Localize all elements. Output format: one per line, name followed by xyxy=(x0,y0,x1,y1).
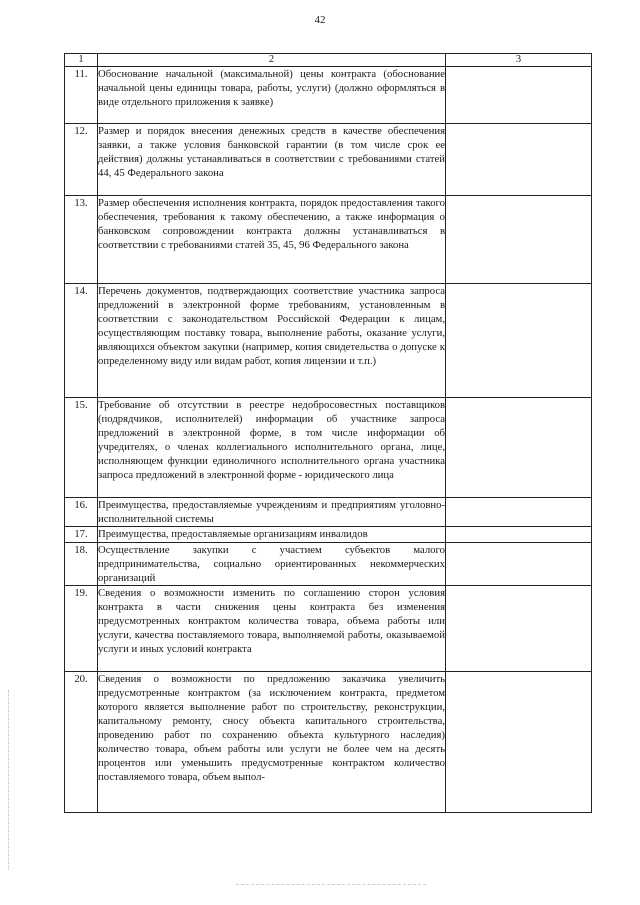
row-description xyxy=(98,67,446,124)
table-row xyxy=(65,124,592,196)
row-description-text: Преимущества, предоставляемые организациям инвалидов xyxy=(98,528,368,540)
row-number: 20. xyxy=(65,672,98,813)
row-value xyxy=(446,124,592,196)
row-description xyxy=(98,527,446,543)
row-number: 11. xyxy=(65,67,98,124)
row-description xyxy=(98,586,446,672)
row-description xyxy=(98,398,446,498)
row-description xyxy=(98,672,446,813)
table-row xyxy=(65,527,592,543)
row-description-text: Обоснование начальной (максимальной) цены контракта (обоснование начальной цены единицы товара, работы, услуги) (должно оформляться в виде отдельного приложения к заявке) xyxy=(98,68,445,108)
table-row xyxy=(65,67,592,124)
page-number: 42 xyxy=(314,14,326,26)
table-row xyxy=(65,543,592,586)
row-number: 13. xyxy=(65,196,98,284)
table-row xyxy=(65,672,592,813)
row-description xyxy=(98,196,446,284)
row-number: 15. xyxy=(65,398,98,498)
table-row xyxy=(65,196,592,284)
header-col-2: 2 xyxy=(98,54,446,67)
row-description-text: Перечень документов, подтверждающих соответствие участника запроса предложений в электронной форме требованиям, установленным в соответствии с законодательством Российской Федерации к лицам, осуществляющим поставку товара, выполнение работы, оказание услуги, являющихся объектом закупки (например, копия свидетельства о допуске к определенному виду или видам работ, копия лицензии и т.п.) xyxy=(98,285,445,367)
scan-margin-mark xyxy=(8,690,10,870)
header-col-3: 3 xyxy=(446,54,592,67)
scan-bottom-line xyxy=(236,884,426,885)
row-description xyxy=(98,124,446,196)
row-description-text: Размер и порядок внесения денежных средств в качестве обеспечения заявки, а также условия банковской гарантии (в том числе срок ее действия) должны устанавливаться в соответствии с требованиями статей 44, 45 Федерального закона xyxy=(98,125,445,179)
row-description xyxy=(98,284,446,398)
table-row xyxy=(65,498,592,527)
row-description-text: Размер обеспечения исполнения контракта, порядок предоставления такого обеспечения, требования к такому обеспечению, а также информация о банковском сопровождении контракта должны устанавливаться в соответствии с требованиями статей 35, 45, 96 Федерального закона xyxy=(98,197,445,251)
row-number: 17. xyxy=(65,527,98,543)
row-value xyxy=(446,672,592,813)
row-number: 14. xyxy=(65,284,98,398)
row-description-text: Преимущества, предоставляемые учреждениям и предприятиям уголовно-исполнительной системы xyxy=(98,499,445,525)
table-row xyxy=(65,586,592,672)
row-value xyxy=(446,284,592,398)
table-header-row xyxy=(65,54,592,67)
row-description-text: Сведения о возможности по предложению заказчика увеличить предусмотренные контрактом (за исключением контракта, предметом которого является выполнение работ по строительству, реконструкции, капитальному ремонту, сносу объекта капитального строительства, проведению работ по сохранению объекта культурного наследия) количество товара, объем работы или услуги не более чем на десять процентов или уменьшить предусмотренные контрактом количество поставляемого товара, объем выпол- xyxy=(98,673,445,783)
requirements-table xyxy=(64,53,592,813)
row-description-text: Осуществление закупки с участием субъектов малого предпринимательства, социально ориентированных некоммерческих организаций xyxy=(98,544,445,584)
row-value xyxy=(446,67,592,124)
table-row xyxy=(65,284,592,398)
row-description-text: Сведения о возможности изменить по соглашению сторон условия контракта в части снижения цены контракта без изменения предусмотренных контрактом количества товара, объема работы или услуги, качества поставляемого товара, выполняемой работы, оказываемой услуги и иных условий контракта xyxy=(98,587,445,655)
row-description-text: Требование об отсутствии в реестре недобросовестных поставщиков (подрядчиков, исполнителей) информации об участнике запроса предложений в электронной форме, в том числе информации об учредителях, о членах коллегиального исполнительного органа, лице, исполняющем функции единоличного исполнительного органа участника запроса предложений в электронной форме - юридического лица xyxy=(98,399,445,481)
row-value xyxy=(446,543,592,586)
row-value xyxy=(446,527,592,543)
row-description xyxy=(98,543,446,586)
row-value xyxy=(446,196,592,284)
row-value xyxy=(446,398,592,498)
row-number: 19. xyxy=(65,586,98,672)
row-value xyxy=(446,586,592,672)
row-number: 18. xyxy=(65,543,98,586)
table-row xyxy=(65,398,592,498)
row-description xyxy=(98,498,446,527)
row-number: 16. xyxy=(65,498,98,527)
row-number: 12. xyxy=(65,124,98,196)
header-col-1: 1 xyxy=(65,54,98,67)
row-value xyxy=(446,498,592,527)
